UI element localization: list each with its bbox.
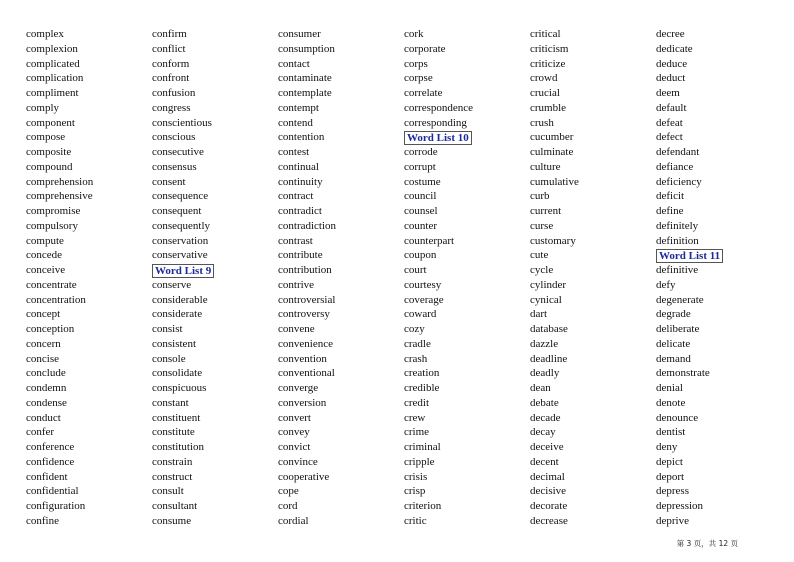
vocabulary-word: conservative <box>152 249 208 262</box>
vocabulary-word: continual <box>278 160 319 173</box>
vocabulary-word: customary <box>530 234 576 247</box>
vocabulary-word: crew <box>404 411 426 424</box>
vocabulary-word: confirm <box>152 28 187 40</box>
vocabulary-word: complex <box>26 28 64 40</box>
word-column-1 <box>26 27 146 529</box>
vocabulary-word: decimal <box>530 470 565 483</box>
vocabulary-word: correlate <box>404 87 443 99</box>
vocabulary-word: condense <box>26 396 67 409</box>
vocabulary-word: consequent <box>152 205 202 217</box>
vocabulary-word: decree <box>656 28 685 40</box>
vocabulary-word: depress <box>656 485 689 498</box>
vocabulary-word: dentist <box>656 426 686 439</box>
vocabulary-word: constitution <box>152 441 204 453</box>
vocabulary-word: coward <box>404 308 437 321</box>
vocabulary-word: crime <box>404 426 430 439</box>
vocabulary-word: conflict <box>152 42 186 55</box>
vocabulary-word: decorate <box>530 500 568 512</box>
vocabulary-word: compound <box>26 160 73 173</box>
word-list-heading-row <box>404 130 524 145</box>
vocabulary-word: conscious <box>152 131 196 144</box>
vocabulary-word: contaminate <box>278 72 332 85</box>
vocabulary-word: credible <box>404 382 440 394</box>
vocabulary-word: comprehensive <box>26 190 93 203</box>
vocabulary-word: constant <box>152 396 189 409</box>
vocabulary-word: critic <box>404 514 427 527</box>
vocabulary-word: criminal <box>404 441 441 453</box>
vocabulary-word: compute <box>26 234 64 247</box>
vocabulary-word: costume <box>404 175 441 188</box>
vocabulary-word: conform <box>152 57 190 70</box>
vocabulary-word: definitive <box>656 264 699 276</box>
vocabulary-word: definitely <box>656 219 699 232</box>
vocabulary-word: cute <box>530 249 549 262</box>
vocabulary-word: decay <box>530 426 556 439</box>
word-column-6 <box>656 27 776 529</box>
vocabulary-word: cord <box>278 500 298 512</box>
vocabulary-word: cooperative <box>278 470 330 483</box>
vocabulary-word: considerable <box>152 293 208 306</box>
vocabulary-word: degenerate <box>656 293 704 306</box>
vocabulary-word: define <box>656 205 684 217</box>
word-column-2 <box>152 27 272 529</box>
vocabulary-word: culminate <box>530 146 574 158</box>
vocabulary-word: confusion <box>152 87 196 99</box>
vocabulary-word: criterion <box>404 500 442 512</box>
vocabulary-word: curse <box>530 219 554 232</box>
vocabulary-word: defeat <box>656 116 683 129</box>
vocabulary-word: default <box>656 101 687 114</box>
vocabulary-word: corporate <box>404 42 446 55</box>
vocabulary-word: condemn <box>26 382 67 394</box>
vocabulary-word: conference <box>26 441 75 453</box>
vocabulary-word: defy <box>656 278 676 291</box>
vocabulary-word: confidence <box>26 455 75 468</box>
vocabulary-word: cork <box>404 28 424 40</box>
vocabulary-word: corresponding <box>404 116 467 129</box>
vocabulary-word: consult <box>152 485 184 498</box>
vocabulary-word: database <box>530 323 568 335</box>
vocabulary-word: confront <box>152 72 190 85</box>
vocabulary-word: construct <box>152 470 193 483</box>
vocabulary-word: depict <box>656 455 683 468</box>
vocabulary-word: considerate <box>152 308 203 321</box>
vocabulary-word: decade <box>530 411 561 424</box>
vocabulary-word: conscientious <box>152 116 212 129</box>
vocabulary-word: cycle <box>530 264 554 276</box>
vocabulary-word: concentration <box>26 293 86 306</box>
vocabulary-word: confidential <box>26 485 79 498</box>
page-number: 第 3 页，共 12 页 <box>676 539 738 548</box>
word-list-heading-row <box>656 248 776 263</box>
vocabulary-word: comply <box>26 101 59 114</box>
vocabulary-word: consensus <box>152 160 197 173</box>
vocabulary-word: consistent <box>152 337 196 350</box>
vocabulary-word: consequently <box>152 219 211 232</box>
vocabulary-word: concise <box>26 352 59 365</box>
vocabulary-word: demonstrate <box>656 367 710 380</box>
word-column-3 <box>278 27 398 529</box>
vocabulary-word: contend <box>278 116 313 129</box>
vocabulary-word: council <box>404 190 437 203</box>
vocabulary-word: console <box>152 352 186 365</box>
vocabulary-word: credit <box>404 396 430 409</box>
vocabulary-word: defendant <box>656 146 700 158</box>
vocabulary-word: crisis <box>404 470 428 483</box>
vocabulary-word: demand <box>656 352 691 365</box>
word-column-4 <box>404 27 524 529</box>
vocabulary-word: conventional <box>278 367 335 380</box>
vocabulary-word: consent <box>152 175 186 188</box>
vocabulary-word: denial <box>656 382 683 394</box>
vocabulary-word: consumer <box>278 28 321 40</box>
vocabulary-word: contradict <box>278 205 322 217</box>
vocabulary-word: contrast <box>278 234 313 247</box>
vocabulary-word: cumulative <box>530 175 579 188</box>
vocabulary-word: defect <box>656 131 683 144</box>
vocabulary-word: deficit <box>656 190 685 203</box>
vocabulary-word: culture <box>530 160 561 173</box>
vocabulary-word: decrease <box>530 514 568 527</box>
word-column-5 <box>530 27 650 529</box>
vocabulary-word: contention <box>278 131 325 144</box>
vocabulary-word: courtesy <box>404 278 442 291</box>
vocabulary-word: dart <box>530 308 548 321</box>
vocabulary-word: contempt <box>278 101 319 114</box>
vocabulary-word: conspicuous <box>152 382 207 394</box>
vocabulary-word: delicate <box>656 337 691 350</box>
vocabulary-word: denote <box>656 396 686 409</box>
vocabulary-word: debate <box>530 396 559 409</box>
word-list-heading: Word List 11 <box>656 249 723 263</box>
vocabulary-word: continuity <box>278 175 323 188</box>
word-list-heading: Word List 10 <box>404 131 472 145</box>
vocabulary-word: convert <box>278 411 311 424</box>
vocabulary-word: cynical <box>530 293 562 306</box>
vocabulary-word: corpse <box>404 72 433 85</box>
vocabulary-word: conduct <box>26 411 61 424</box>
vocabulary-word: crush <box>530 116 554 129</box>
vocabulary-word: current <box>530 205 562 217</box>
vocabulary-word: compliment <box>26 87 79 99</box>
vocabulary-word: concern <box>26 337 61 350</box>
vocabulary-word: component <box>26 116 75 129</box>
vocabulary-word: crucial <box>530 87 560 99</box>
vocabulary-word: cylinder <box>530 278 567 291</box>
vocabulary-word: conclude <box>26 367 66 380</box>
vocabulary-word: deficiency <box>656 175 702 188</box>
vocabulary-word: controversial <box>278 293 336 306</box>
word-list-heading-row <box>152 263 272 278</box>
vocabulary-word: denounce <box>656 411 699 424</box>
word-list-heading: Word List 9 <box>152 264 214 278</box>
vocabulary-word: composite <box>26 146 72 158</box>
vocabulary-word: cucumber <box>530 131 574 144</box>
vocabulary-word: definition <box>656 234 699 247</box>
vocabulary-word: consume <box>152 514 192 527</box>
vocabulary-word: conserve <box>152 278 192 291</box>
vocabulary-word: cozy <box>404 323 425 335</box>
vocabulary-word: contract <box>278 190 314 203</box>
vocabulary-word: deliberate <box>656 323 700 335</box>
vocabulary-word: controversy <box>278 308 330 321</box>
vocabulary-word: concept <box>26 308 61 321</box>
vocabulary-word: corps <box>404 57 428 70</box>
vocabulary-word: crisp <box>404 485 426 498</box>
vocabulary-word: cordial <box>278 514 309 527</box>
vocabulary-word: coupon <box>404 249 437 262</box>
vocabulary-word: conversion <box>278 396 327 409</box>
vocabulary-word: cradle <box>404 337 431 350</box>
vocabulary-word: confine <box>26 514 59 527</box>
vocabulary-word: convict <box>278 441 311 453</box>
vocabulary-word: criticism <box>530 42 569 55</box>
vocabulary-word: complexion <box>26 42 78 55</box>
vocabulary-word: constitute <box>152 426 195 439</box>
vocabulary-word: compose <box>26 131 66 144</box>
vocabulary-word: confer <box>26 426 55 439</box>
vocabulary-word: depression <box>656 500 704 512</box>
vocabulary-word: deduct <box>656 72 686 85</box>
vocabulary-word: convene <box>278 323 315 335</box>
vocabulary-word: critical <box>530 28 561 40</box>
vocabulary-word: convenience <box>278 337 333 350</box>
vocabulary-word: creation <box>404 367 440 380</box>
vocabulary-word: configuration <box>26 500 86 512</box>
vocabulary-word: contest <box>278 146 310 158</box>
vocabulary-word: correspondence <box>404 101 474 114</box>
vocabulary-word: counsel <box>404 205 438 217</box>
vocabulary-word: consist <box>152 323 183 335</box>
vocabulary-word: constrain <box>152 455 193 468</box>
vocabulary-word: deceive <box>530 441 564 453</box>
vocabulary-word: cope <box>278 485 299 498</box>
vocabulary-word: consequence <box>152 190 209 203</box>
vocabulary-word: crowd <box>530 72 558 85</box>
vocabulary-word: contribution <box>278 264 332 276</box>
vocabulary-word: curb <box>530 190 550 203</box>
vocabulary-word: deport <box>656 470 685 483</box>
vocabulary-word: conservation <box>152 234 209 247</box>
vocabulary-word: dedicate <box>656 42 693 55</box>
vocabulary-word: comprehension <box>26 175 94 188</box>
vocabulary-word: complication <box>26 72 84 85</box>
vocabulary-word: crash <box>404 352 428 365</box>
vocabulary-word: dazzle <box>530 337 559 350</box>
vocabulary-word: crumble <box>530 101 567 114</box>
vocabulary-word: compromise <box>26 205 81 217</box>
vocabulary-word: decisive <box>530 485 567 498</box>
vocabulary-word: consecutive <box>152 146 204 158</box>
vocabulary-word: confident <box>26 470 68 483</box>
vocabulary-word: corrupt <box>404 160 436 173</box>
vocabulary-word: contemplate <box>278 87 332 99</box>
vocabulary-word: deadline <box>530 352 568 365</box>
vocabulary-word: cripple <box>404 455 435 468</box>
vocabulary-word: decent <box>530 455 559 468</box>
vocabulary-word: contact <box>278 57 310 70</box>
vocabulary-word: conceive <box>26 264 66 276</box>
vocabulary-word: conception <box>26 323 75 335</box>
vocabulary-word: contrive <box>278 278 315 291</box>
vocabulary-word: constituent <box>152 411 201 424</box>
vocabulary-word: convince <box>278 455 318 468</box>
vocabulary-word: consumption <box>278 42 335 55</box>
vocabulary-word: counterpart <box>404 234 455 247</box>
word-columns <box>0 27 794 537</box>
vocabulary-word: counter <box>404 219 437 232</box>
vocabulary-word: complicated <box>26 57 80 70</box>
vocabulary-word: coverage <box>404 293 444 306</box>
vocabulary-word: contradiction <box>278 219 337 232</box>
vocabulary-word: defiance <box>656 160 694 173</box>
vocabulary-word: converge <box>278 382 319 394</box>
vocabulary-word: convention <box>278 352 327 365</box>
vocabulary-word: deny <box>656 441 678 453</box>
vocabulary-word: corrode <box>404 146 438 158</box>
vocabulary-word: criticize <box>530 57 566 70</box>
vocabulary-word: congress <box>152 101 191 114</box>
vocabulary-word: consolidate <box>152 367 203 380</box>
vocabulary-word: concentrate <box>26 278 77 291</box>
vocabulary-word: contribute <box>278 249 323 262</box>
vocabulary-word: deprive <box>656 514 689 527</box>
vocabulary-word: dean <box>530 382 551 394</box>
vocabulary-word: degrade <box>656 308 691 321</box>
vocabulary-word: deduce <box>656 57 688 70</box>
vocabulary-word: compulsory <box>26 219 78 232</box>
vocabulary-word: deem <box>656 87 680 99</box>
vocabulary-word: court <box>404 264 427 276</box>
vocabulary-word: convey <box>278 426 310 439</box>
vocabulary-word: consultant <box>152 500 198 512</box>
vocabulary-word: deadly <box>530 367 560 380</box>
vocabulary-word: concede <box>26 249 63 262</box>
